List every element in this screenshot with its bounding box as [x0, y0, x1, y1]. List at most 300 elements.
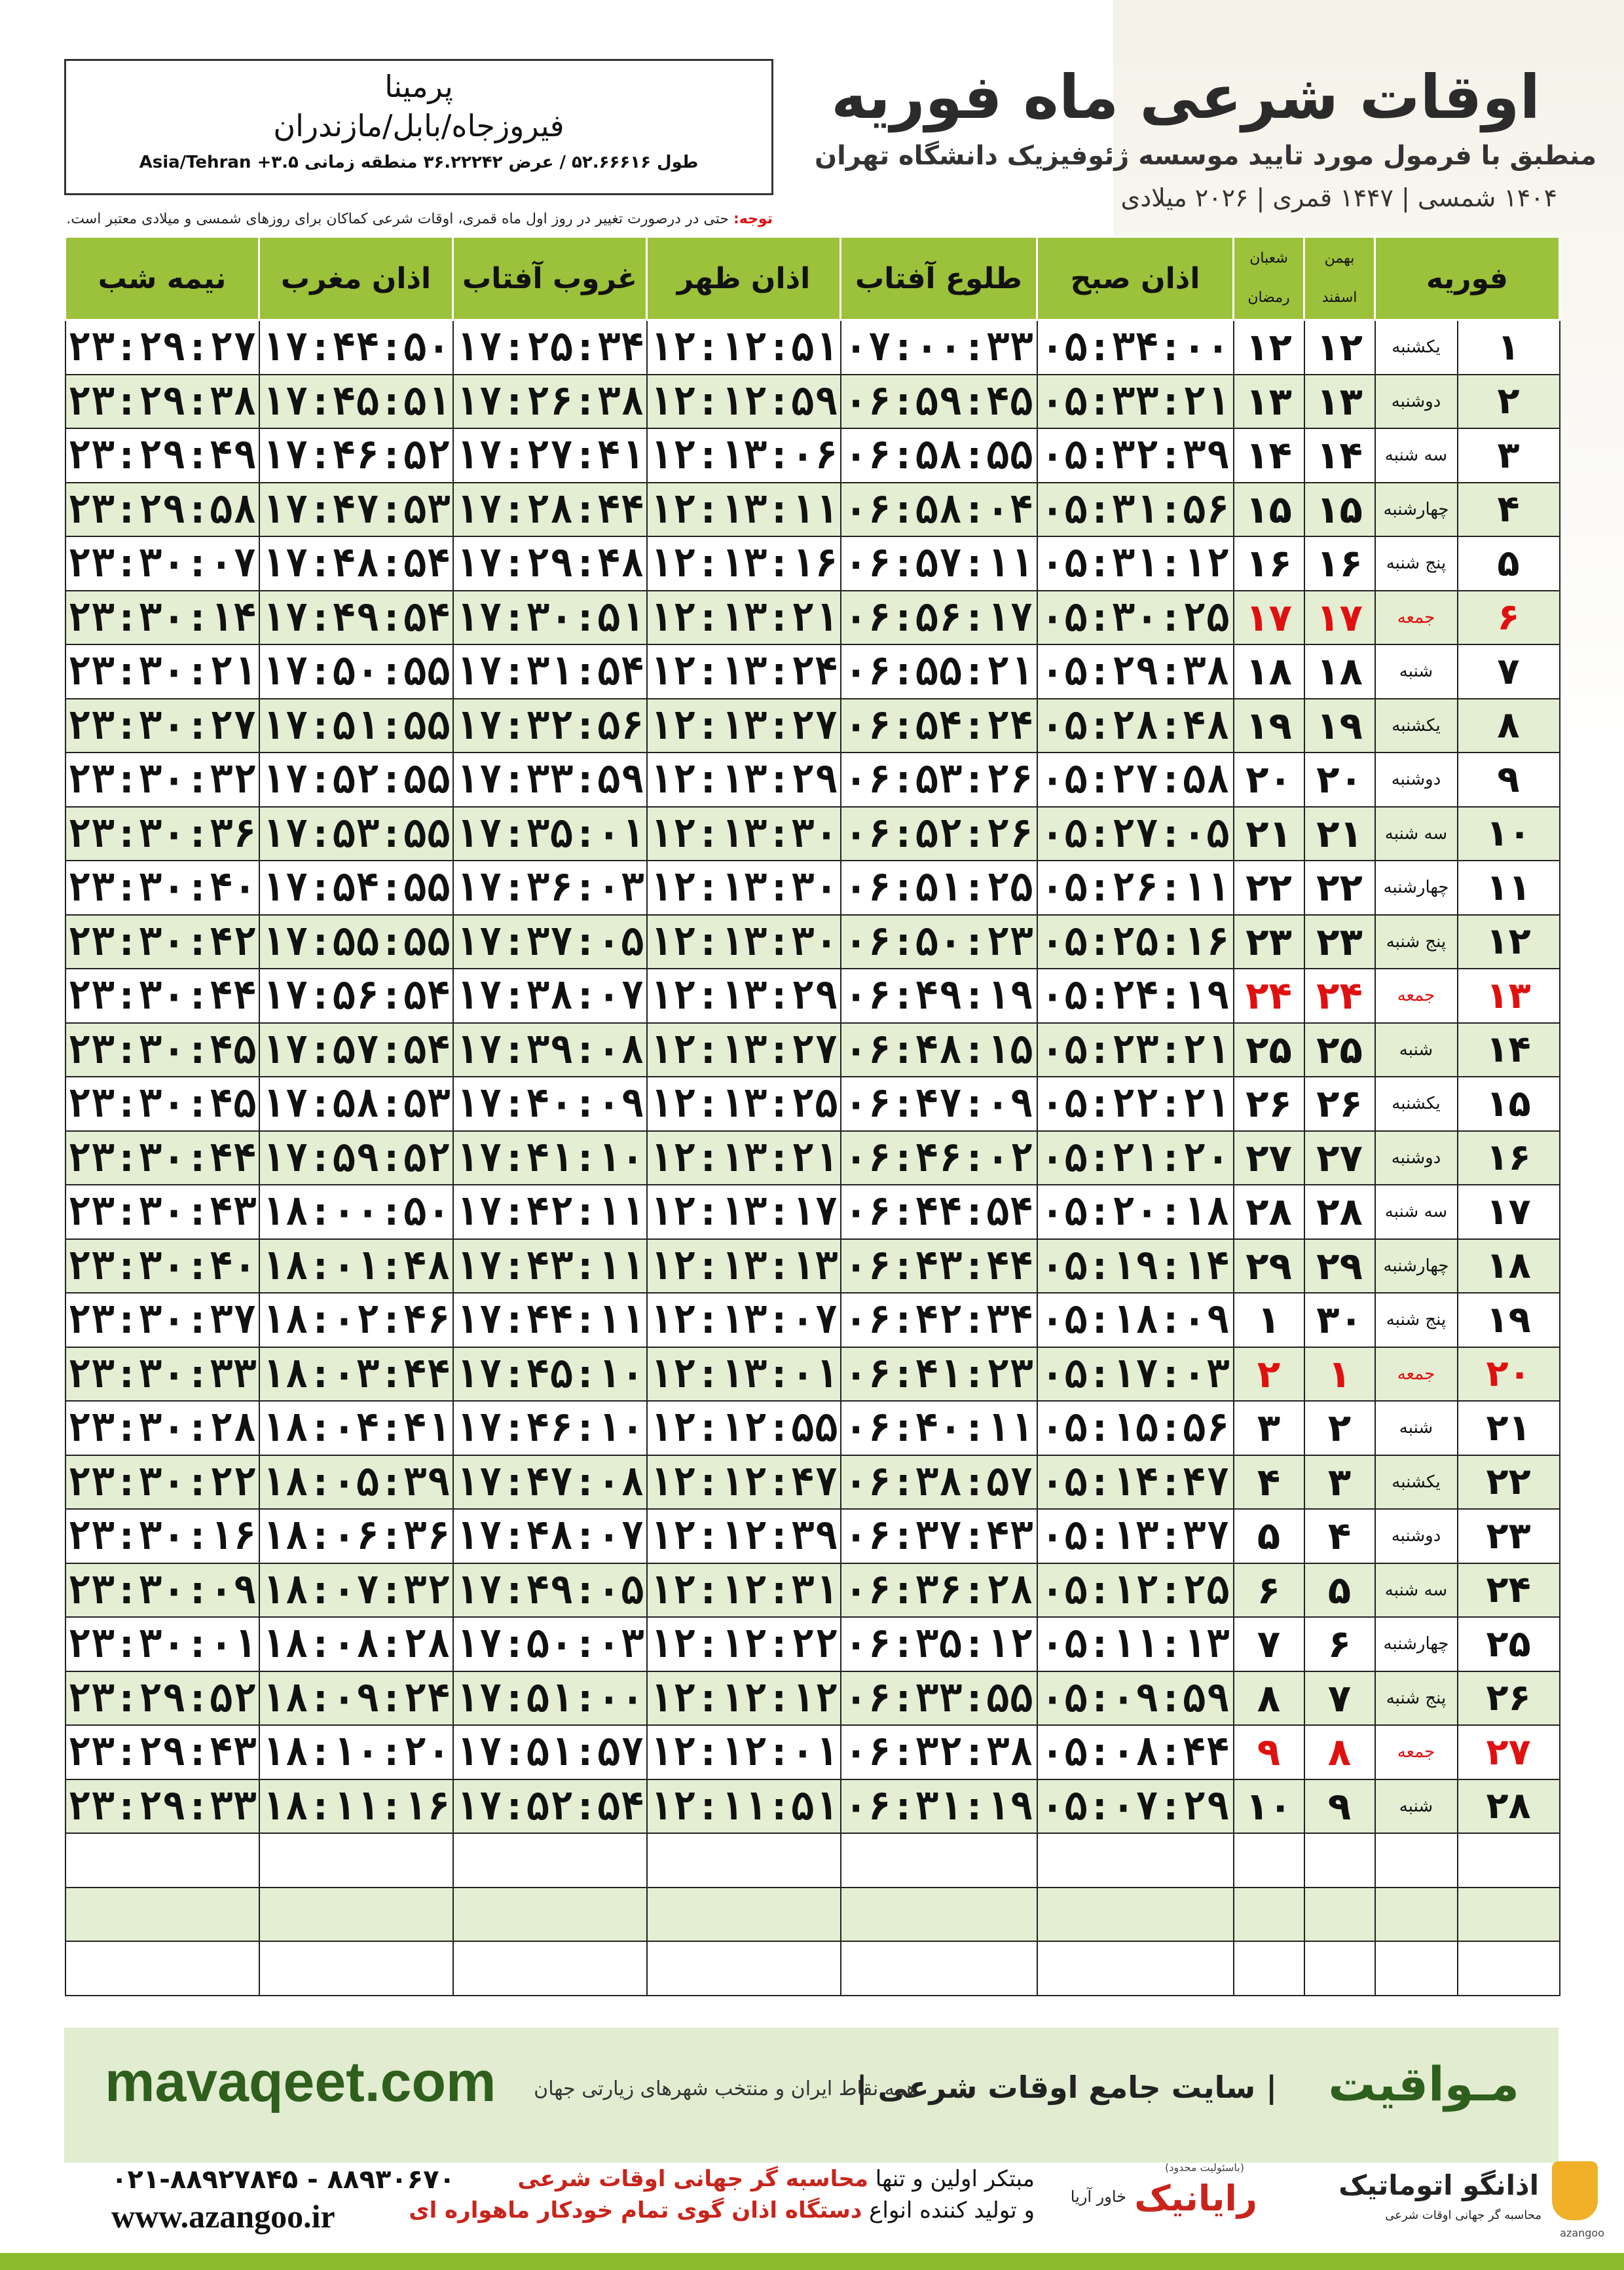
- sunrise-cell: ۰۶:۳۵:۱۲: [841, 1617, 1037, 1671]
- header-month: فوریه: [1375, 237, 1560, 320]
- shamsi-day-cell: ۶: [1304, 1617, 1375, 1671]
- dhuhr-cell: ۱۲:۱۲:۵۵: [647, 1401, 841, 1455]
- midnight-cell: ۲۳:۲۹:۵۸: [65, 483, 259, 537]
- table-row: [65, 536, 1560, 591]
- maghrib-cell: ۱۷:۵۲:۵۵: [259, 753, 453, 807]
- sunrise-cell: ۰۶:۳۸:۵۷: [841, 1455, 1037, 1510]
- sunset-cell: ۱۷:۴۱:۱۰: [453, 1131, 647, 1185]
- empty-cell: [453, 1941, 647, 1996]
- azangoo-en: azangoo: [1560, 2227, 1604, 2239]
- weekday-cell: جمعه: [1375, 1347, 1458, 1402]
- sunset-cell: ۱۷:۳۷:۰۵: [453, 915, 647, 969]
- maghrib-cell: ۱۷:۵۵:۵۵: [259, 915, 453, 969]
- weekday-cell: سه شنبه: [1375, 428, 1458, 483]
- sunrise-cell: ۰۶:۳۷:۴۳: [841, 1509, 1037, 1563]
- sunset-cell: ۱۷:۳۰:۵۱: [453, 591, 647, 645]
- sunrise-cell: ۰۷:۰۰:۳۳: [841, 320, 1037, 375]
- sunset-cell: ۱۷:۳۳:۵۹: [453, 753, 647, 807]
- gregorian-day-cell: ۱۲: [1458, 915, 1560, 969]
- empty-cell: [1234, 1833, 1304, 1888]
- gregorian-day-cell: ۱۹: [1458, 1293, 1560, 1347]
- fajr-cell: ۰۵:۳۱:۱۲: [1037, 536, 1234, 591]
- shamsi-day-cell: ۲۹: [1304, 1239, 1375, 1293]
- dhuhr-cell: ۱۲:۱۳:۲۴: [647, 644, 841, 699]
- fajr-cell: ۰۵:۱۸:۰۹: [1037, 1293, 1234, 1347]
- gregorian-day-cell: ۷: [1458, 644, 1560, 699]
- dhuhr-cell: ۱۲:۱۳:۰۷: [647, 1293, 841, 1347]
- midnight-cell: ۲۳:۳۰:۲۸: [65, 1401, 259, 1455]
- shamsi-day-cell: ۴: [1304, 1509, 1375, 1563]
- table-row: [65, 1509, 1560, 1563]
- qamari-day-cell: ۱۴: [1234, 428, 1304, 483]
- gregorian-day-cell: ۱۵: [1458, 1077, 1560, 1131]
- midnight-cell: ۲۳:۳۰:۴۵: [65, 1077, 259, 1131]
- fajr-cell: ۰۵:۳۰:۲۵: [1037, 591, 1234, 645]
- weekday-cell: جمعه: [1375, 969, 1458, 1023]
- gregorian-day-cell: ۲۴: [1458, 1563, 1560, 1618]
- empty-cell: [841, 1888, 1037, 1942]
- midnight-cell: ۲۳:۳۰:۳۲: [65, 753, 259, 807]
- header-shamsi-top: بهمن: [1324, 250, 1355, 267]
- sunset-cell: ۱۷:۴۷:۰۸: [453, 1455, 647, 1510]
- qamari-day-cell: ۲۰: [1234, 753, 1304, 807]
- sunset-cell: ۱۷:۴۰:۰۹: [453, 1077, 647, 1131]
- sunrise-cell: ۰۶:۳۶:۲۸: [841, 1563, 1037, 1618]
- location-region: فیروزجاه/بابل/مازندران: [273, 108, 564, 143]
- promo-2-a: و تولید کننده انواع: [862, 2197, 1035, 2223]
- weekday-cell: چهارشنبه: [1375, 861, 1458, 915]
- fajr-cell: ۰۵:۲۶:۱۱: [1037, 861, 1234, 915]
- maghrib-cell: ۱۸:۰۰:۵۰: [259, 1185, 453, 1239]
- header-shamsi-bottom: اسفند: [1321, 289, 1357, 306]
- table-row: [65, 1347, 1560, 1402]
- header-qamari-top: شعبان: [1249, 250, 1288, 267]
- gregorian-day-cell: ۱۳: [1458, 969, 1560, 1023]
- qamari-day-cell: ۹: [1234, 1725, 1304, 1779]
- dhuhr-cell: ۱۲:۱۲:۵۱: [647, 320, 841, 375]
- empty-cell: [841, 1833, 1037, 1888]
- sunset-cell: ۱۷:۴۵:۱۰: [453, 1347, 647, 1402]
- dhuhr-cell: ۱۲:۱۲:۳۱: [647, 1563, 841, 1618]
- table-row: [65, 969, 1560, 1023]
- shamsi-day-cell: ۲۵: [1304, 1023, 1375, 1077]
- weekday-cell: شنبه: [1375, 1401, 1458, 1455]
- midnight-cell: ۲۳:۳۰:۴۰: [65, 861, 259, 915]
- maghrib-cell: ۱۸:۱۰:۲۰: [259, 1725, 453, 1779]
- fajr-cell: ۰۵:۳۱:۵۶: [1037, 483, 1234, 537]
- dhuhr-cell: ۱۲:۱۱:۵۱: [647, 1779, 841, 1834]
- midnight-cell: ۲۳:۲۹:۴۳: [65, 1725, 259, 1779]
- rayanik-top: (باسئولیت محدود): [1165, 2161, 1244, 2174]
- promo-line-2: [409, 2197, 1035, 2223]
- weekday-cell: سه شنبه: [1375, 1563, 1458, 1618]
- sunset-cell: ۱۷:۴۸:۰۷: [453, 1509, 647, 1563]
- footer-url[interactable]: mavaqeet.com: [105, 2051, 496, 2113]
- fajr-cell: ۰۵:۱۴:۴۷: [1037, 1455, 1234, 1510]
- midnight-cell: ۲۳:۳۰:۴۰: [65, 1239, 259, 1293]
- sunrise-cell: ۰۶:۳۳:۵۵: [841, 1671, 1037, 1726]
- promo-line-1: [517, 2166, 1035, 2192]
- sunset-cell: ۱۷:۴۲:۱۱: [453, 1185, 647, 1239]
- table-row: [65, 1617, 1560, 1671]
- empty-cell: [647, 1941, 841, 1996]
- weekday-cell: دوشنبه: [1375, 753, 1458, 807]
- shamsi-day-cell: ۷: [1304, 1671, 1375, 1726]
- maghrib-cell: ۱۸:۱۱:۱۶: [259, 1779, 453, 1834]
- gregorian-day-cell: ۱۰: [1458, 807, 1560, 861]
- fajr-cell: ۰۵:۳۲:۳۹: [1037, 428, 1234, 483]
- sunrise-cell: ۰۶:۴۰:۱۱: [841, 1401, 1037, 1455]
- sunrise-cell: ۰۶:۵۷:۱۱: [841, 536, 1037, 591]
- fajr-cell: ۰۵:۱۹:۱۴: [1037, 1239, 1234, 1293]
- table-row: [65, 591, 1560, 645]
- shamsi-day-cell: ۱۸: [1304, 644, 1375, 699]
- sunrise-cell: ۰۶:۴۱:۲۳: [841, 1347, 1037, 1402]
- shamsi-day-cell: ۲۳: [1304, 915, 1375, 969]
- empty-cell: [1234, 1941, 1304, 1996]
- midnight-cell: ۲۳:۳۰:۰۱: [65, 1617, 259, 1671]
- sunset-cell: ۱۷:۳۹:۰۸: [453, 1023, 647, 1077]
- qamari-day-cell: ۷: [1234, 1617, 1304, 1671]
- weekday-cell: سه شنبه: [1375, 807, 1458, 861]
- table-row: [65, 1239, 1560, 1293]
- dhuhr-cell: ۱۲:۱۳:۳۰: [647, 861, 841, 915]
- dhuhr-cell: ۱۲:۱۳:۱۶: [647, 536, 841, 591]
- table-row: [65, 1455, 1560, 1510]
- fajr-cell: ۰۵:۰۸:۴۴: [1037, 1725, 1234, 1779]
- qamari-day-cell: ۱۵: [1234, 483, 1304, 537]
- sunrise-cell: ۰۶:۵۸:۵۵: [841, 428, 1037, 483]
- sunrise-cell: ۰۶:۳۱:۱۹: [841, 1779, 1037, 1834]
- weekday-cell: پنج شنبه: [1375, 1293, 1458, 1347]
- empty-cell: [1375, 1888, 1458, 1942]
- page-subtitle: منطبق با فرمول مورد تایید موسسه ژئوفیزیک دانشگاه تهران: [814, 141, 1596, 171]
- sunset-cell: ۱۷:۲۶:۳۸: [453, 375, 647, 429]
- fajr-cell: ۰۵:۲۰:۱۸: [1037, 1185, 1234, 1239]
- shamsi-day-cell: ۳: [1304, 1455, 1375, 1510]
- sunset-cell: ۱۷:۴۴:۱۱: [453, 1293, 647, 1347]
- table-row: [65, 375, 1560, 429]
- midnight-cell: ۲۳:۲۹:۲۷: [65, 320, 259, 375]
- header-sunset: غروب آفتاب: [453, 237, 647, 320]
- table-row: [65, 1779, 1560, 1834]
- location-name: پرمینا: [384, 69, 453, 104]
- midnight-cell: ۲۳:۳۰:۰۹: [65, 1563, 259, 1618]
- table-row: [65, 1131, 1560, 1185]
- empty-cell: [1458, 1888, 1560, 1942]
- weekday-cell: سه شنبه: [1375, 1185, 1458, 1239]
- sunset-cell: ۱۷:۵۰:۰۳: [453, 1617, 647, 1671]
- shamsi-day-cell: ۱۷: [1304, 591, 1375, 645]
- weekday-cell: پنج شنبه: [1375, 536, 1458, 591]
- sunrise-cell: ۰۶:۵۴:۲۴: [841, 699, 1037, 753]
- gregorian-day-cell: ۳: [1458, 428, 1560, 483]
- maghrib-cell: ۱۸:۰۷:۳۲: [259, 1563, 453, 1618]
- location-box: [64, 59, 773, 195]
- empty-cell: [1234, 1888, 1304, 1942]
- dhuhr-cell: ۱۲:۱۳:۲۵: [647, 1077, 841, 1131]
- empty-cell: [1375, 1941, 1458, 1996]
- fajr-cell: ۰۵:۲۷:۵۸: [1037, 753, 1234, 807]
- table-row: [65, 861, 1560, 915]
- empty-row: [65, 1833, 1560, 1888]
- midnight-cell: ۲۳:۲۹:۵۲: [65, 1671, 259, 1726]
- promo-2-b: دستگاه اذان گوی تمام خودکار ماهواره ای: [409, 2197, 862, 2223]
- midnight-cell: ۲۳:۲۹:۳۳: [65, 1779, 259, 1834]
- sunset-cell: ۱۷:۴۳:۱۱: [453, 1239, 647, 1293]
- gregorian-day-cell: ۲۶: [1458, 1671, 1560, 1726]
- shamsi-day-cell: ۱۶: [1304, 536, 1375, 591]
- midnight-cell: ۲۳:۳۰:۱۶: [65, 1509, 259, 1563]
- dhuhr-cell: ۱۲:۱۳:۲۷: [647, 699, 841, 753]
- sunset-cell: ۱۷:۵۱:۰۰: [453, 1671, 647, 1726]
- shamsi-day-cell: ۲۱: [1304, 807, 1375, 861]
- header-fajr: اذان صبح: [1037, 237, 1234, 320]
- gregorian-day-cell: ۱۷: [1458, 1185, 1560, 1239]
- qamari-day-cell: ۱۷: [1234, 591, 1304, 645]
- qamari-day-cell: ۵: [1234, 1509, 1304, 1563]
- fajr-cell: ۰۵:۱۵:۵۶: [1037, 1401, 1234, 1455]
- footer-tagline: | سایت جامع اوقات شرعی |: [856, 2070, 1277, 2105]
- gregorian-day-cell: ۲۷: [1458, 1725, 1560, 1779]
- fajr-cell: ۰۵:۲۳:۲۱: [1037, 1023, 1234, 1077]
- weekday-cell: یکشنبه: [1375, 1455, 1458, 1510]
- midnight-cell: ۲۳:۳۰:۲۷: [65, 699, 259, 753]
- midnight-cell: ۲۳:۳۰:۳۶: [65, 807, 259, 861]
- empty-cell: [259, 1833, 453, 1888]
- weekday-cell: جمعه: [1375, 591, 1458, 645]
- rayanik-logo: رایانیک: [1134, 2178, 1257, 2219]
- midnight-cell: ۲۳:۳۰:۴۴: [65, 969, 259, 1023]
- table-header: [65, 237, 1560, 320]
- qamari-day-cell: ۲۱: [1234, 807, 1304, 861]
- gregorian-day-cell: ۱۶: [1458, 1131, 1560, 1185]
- table-row: [65, 428, 1560, 483]
- maghrib-cell: ۱۷:۵۱:۵۵: [259, 699, 453, 753]
- maghrib-cell: ۱۷:۵۹:۵۲: [259, 1131, 453, 1185]
- sunset-cell: ۱۷:۳۵:۰۱: [453, 807, 647, 861]
- weekday-cell: شنبه: [1375, 1023, 1458, 1077]
- weekday-cell: شنبه: [1375, 644, 1458, 699]
- fajr-cell: ۰۵:۲۵:۱۶: [1037, 915, 1234, 969]
- dhuhr-cell: ۱۲:۱۲:۲۲: [647, 1617, 841, 1671]
- maghrib-cell: ۱۷:۴۷:۵۳: [259, 483, 453, 537]
- shamsi-day-cell: ۱: [1304, 1347, 1375, 1402]
- midnight-cell: ۲۳:۲۹:۳۸: [65, 375, 259, 429]
- empty-cell: [1037, 1833, 1234, 1888]
- table-row: [65, 483, 1560, 537]
- midnight-cell: ۲۳:۳۰:۰۷: [65, 536, 259, 591]
- fajr-cell: ۰۵:۲۷:۰۵: [1037, 807, 1234, 861]
- fajr-cell: ۰۵:۳۴:۰۰: [1037, 320, 1234, 375]
- weekday-cell: یکشنبه: [1375, 320, 1458, 375]
- gregorian-day-cell: ۱: [1458, 320, 1560, 375]
- maghrib-cell: ۱۷:۵۰:۵۵: [259, 644, 453, 699]
- bottom-stripe: [0, 2253, 1624, 2270]
- note-label: توجه:: [733, 211, 773, 227]
- table-row: [65, 807, 1560, 861]
- dhuhr-cell: ۱۲:۱۳:۲۹: [647, 969, 841, 1023]
- empty-cell: [65, 1941, 259, 1996]
- table-row: [65, 1023, 1560, 1077]
- midnight-cell: ۲۳:۳۰:۱۴: [65, 591, 259, 645]
- table-row: [65, 320, 1560, 375]
- sunrise-cell: ۰۶:۴۶:۰۲: [841, 1131, 1037, 1185]
- table-row: [65, 1671, 1560, 1726]
- shamsi-day-cell: ۲۷: [1304, 1131, 1375, 1185]
- header-qamari: [1234, 237, 1304, 320]
- gregorian-day-cell: ۲۳: [1458, 1509, 1560, 1563]
- note-text: حتی در درصورت تغییر در روز اول ماه قمری، اوقات شرعی کماکان برای روزهای شمسی و میلادی معتبر است.: [66, 211, 729, 227]
- gregorian-day-cell: ۶: [1458, 591, 1560, 645]
- empty-cell: [1037, 1941, 1234, 1996]
- sunrise-cell: ۰۶:۵۲:۲۶: [841, 807, 1037, 861]
- weekday-cell: چهارشنبه: [1375, 483, 1458, 537]
- promo-1-b: محاسبه گر جهانی اوقات شرعی: [517, 2166, 868, 2192]
- dhuhr-cell: ۱۲:۱۳:۰۶: [647, 428, 841, 483]
- empty-cell: [1037, 1888, 1234, 1942]
- weekday-cell: جمعه: [1375, 1725, 1458, 1779]
- weekday-cell: شنبه: [1375, 1779, 1458, 1834]
- dhuhr-cell: ۱۲:۱۳:۲۱: [647, 1131, 841, 1185]
- shamsi-day-cell: ۲۰: [1304, 753, 1375, 807]
- sunset-cell: ۱۷:۵۲:۵۴: [453, 1779, 647, 1834]
- maghrib-cell: ۱۸:۰۶:۳۶: [259, 1509, 453, 1563]
- sunset-cell: ۱۷:۲۷:۴۱: [453, 428, 647, 483]
- footer-subtitle: همه نقاط ایران و منتخب شهرهای زیارتی جهان: [534, 2077, 917, 2100]
- dhuhr-cell: ۱۲:۱۳:۳۰: [647, 807, 841, 861]
- sunset-cell: ۱۷:۴۶:۱۰: [453, 1401, 647, 1455]
- header-dhuhr: اذان ظهر: [647, 237, 841, 320]
- qamari-day-cell: ۲۲: [1234, 861, 1304, 915]
- sunset-cell: ۱۷:۳۱:۵۴: [453, 644, 647, 699]
- midnight-cell: ۲۳:۳۰:۴۴: [65, 1131, 259, 1185]
- shamsi-day-cell: ۱۹: [1304, 699, 1375, 753]
- gregorian-day-cell: ۲۱: [1458, 1401, 1560, 1455]
- sunset-cell: ۱۷:۲۵:۳۴: [453, 320, 647, 375]
- maghrib-cell: ۱۸:۰۹:۲۴: [259, 1671, 453, 1726]
- empty-cell: [259, 1941, 453, 1996]
- phone-numbers: ۰۲۱-۸۸۹۲۷۸۴۵ - ۸۸۹۳۰۶۷۰: [111, 2165, 455, 2195]
- azangoo-url[interactable]: www.azangoo.ir: [111, 2198, 335, 2235]
- qamari-day-cell: ۲۶: [1234, 1077, 1304, 1131]
- prayer-times-table: [64, 236, 1560, 1996]
- sunset-cell: ۱۷:۳۲:۵۶: [453, 699, 647, 753]
- fajr-cell: ۰۵:۲۱:۲۰: [1037, 1131, 1234, 1185]
- qamari-day-cell: ۱: [1234, 1293, 1304, 1347]
- dhuhr-cell: ۱۲:۱۳:۱۳: [647, 1239, 841, 1293]
- table-row: [65, 915, 1560, 969]
- fajr-cell: ۰۵:۱۲:۲۵: [1037, 1563, 1234, 1618]
- qamari-day-cell: ۲۵: [1234, 1023, 1304, 1077]
- fajr-cell: ۰۵:۳۳:۲۱: [1037, 375, 1234, 429]
- fajr-cell: ۰۵:۲۸:۴۸: [1037, 699, 1234, 753]
- shamsi-day-cell: ۲: [1304, 1401, 1375, 1455]
- promo-1-a: مبتکر اولین و تنها: [868, 2166, 1035, 2192]
- fajr-cell: ۰۵:۱۷:۰۳: [1037, 1347, 1234, 1402]
- header-qamari-bottom: رمضان: [1247, 289, 1290, 306]
- empty-cell: [841, 1941, 1037, 1996]
- gregorian-day-cell: ۲۰: [1458, 1347, 1560, 1402]
- table-row: [65, 1077, 1560, 1131]
- midnight-cell: ۲۳:۳۰:۴۳: [65, 1185, 259, 1239]
- sunrise-cell: ۰۶:۵۵:۲۱: [841, 644, 1037, 699]
- sunrise-cell: ۰۶:۵۳:۲۶: [841, 753, 1037, 807]
- midnight-cell: ۲۳:۳۰:۳۷: [65, 1293, 259, 1347]
- shamsi-day-cell: ۱۳: [1304, 375, 1375, 429]
- weekday-cell: یکشنبه: [1375, 1077, 1458, 1131]
- qamari-day-cell: ۲۳: [1234, 915, 1304, 969]
- midnight-cell: ۲۳:۳۰:۲۱: [65, 644, 259, 699]
- shamsi-day-cell: ۲۶: [1304, 1077, 1375, 1131]
- maghrib-cell: ۱۸:۰۵:۳۹: [259, 1455, 453, 1510]
- midnight-cell: ۲۳:۳۰:۴۵: [65, 1023, 259, 1077]
- maghrib-cell: ۱۸:۰۱:۴۸: [259, 1239, 453, 1293]
- dhuhr-cell: ۱۲:۱۳:۳۰: [647, 915, 841, 969]
- sunrise-cell: ۰۶:۵۶:۱۷: [841, 591, 1037, 645]
- qamari-day-cell: ۲: [1234, 1347, 1304, 1402]
- location-coords: طول ۵۲.۶۶۶۱۶ / عرض ۳۶.۲۲۲۴۲ منطقه زمانی ۳.۵+ Asia/Tehran: [139, 153, 699, 172]
- midnight-cell: ۲۳:۳۰:۳۳: [65, 1347, 259, 1402]
- maghrib-cell: ۱۸:۰۸:۲۸: [259, 1617, 453, 1671]
- empty-cell: [1304, 1888, 1375, 1942]
- table-row: [65, 1185, 1560, 1239]
- qamari-day-cell: ۴: [1234, 1455, 1304, 1510]
- fajr-cell: ۰۵:۲۴:۱۹: [1037, 969, 1234, 1023]
- calendar-years: ۱۴۰۴ شمسی | ۱۴۴۷ قمری | ۲۰۲۶ میلادی: [1120, 183, 1557, 212]
- maghrib-cell: ۱۷:۴۵:۵۱: [259, 375, 453, 429]
- sunset-cell: ۱۷:۳۶:۰۳: [453, 861, 647, 915]
- midnight-cell: ۲۳:۳۰:۴۲: [65, 915, 259, 969]
- sunrise-cell: ۰۶:۴۷:۰۹: [841, 1077, 1037, 1131]
- gregorian-day-cell: ۱۱: [1458, 861, 1560, 915]
- maghrib-cell: ۱۷:۵۴:۵۵: [259, 861, 453, 915]
- gregorian-day-cell: ۹: [1458, 753, 1560, 807]
- fajr-cell: ۰۵:۱۱:۱۳: [1037, 1617, 1234, 1671]
- gregorian-day-cell: ۴: [1458, 483, 1560, 537]
- sunrise-cell: ۰۶:۴۸:۱۵: [841, 1023, 1037, 1077]
- empty-cell: [1458, 1833, 1560, 1888]
- weekday-cell: پنج شنبه: [1375, 1671, 1458, 1726]
- maghrib-cell: ۱۷:۴۸:۵۴: [259, 536, 453, 591]
- weekday-cell: دوشنبه: [1375, 1131, 1458, 1185]
- empty-cell: [1304, 1941, 1375, 1996]
- sunset-cell: ۱۷:۲۹:۴۸: [453, 536, 647, 591]
- shamsi-day-cell: ۵: [1304, 1563, 1375, 1618]
- fajr-cell: ۰۵:۰۹:۵۹: [1037, 1671, 1234, 1726]
- azangoo-logo-icon: [1552, 2161, 1598, 2220]
- fajr-cell: ۰۵:۰۷:۲۹: [1037, 1779, 1234, 1834]
- dhuhr-cell: ۱۲:۱۳:۰۱: [647, 1347, 841, 1402]
- dhuhr-cell: ۱۲:۱۳:۲۱: [647, 591, 841, 645]
- table-row: [65, 1563, 1560, 1618]
- fajr-cell: ۰۵:۲۹:۳۸: [1037, 644, 1234, 699]
- gregorian-day-cell: ۲۸: [1458, 1779, 1560, 1834]
- table-row: [65, 753, 1560, 807]
- weekday-cell: چهارشنبه: [1375, 1617, 1458, 1671]
- qamari-day-cell: ۸: [1234, 1671, 1304, 1726]
- maghrib-cell: ۱۷:۵۸:۵۳: [259, 1077, 453, 1131]
- gregorian-day-cell: ۲۵: [1458, 1617, 1560, 1671]
- table-row: [65, 1401, 1560, 1455]
- midnight-cell: ۲۳:۲۹:۴۹: [65, 428, 259, 483]
- sunrise-cell: ۰۶:۵۱:۲۵: [841, 861, 1037, 915]
- sunset-cell: ۱۷:۲۸:۴۴: [453, 483, 647, 537]
- empty-cell: [259, 1888, 453, 1942]
- qamari-day-cell: ۱۶: [1234, 536, 1304, 591]
- table-row: [65, 644, 1560, 699]
- maghrib-cell: ۱۷:۴۴:۵۰: [259, 320, 453, 375]
